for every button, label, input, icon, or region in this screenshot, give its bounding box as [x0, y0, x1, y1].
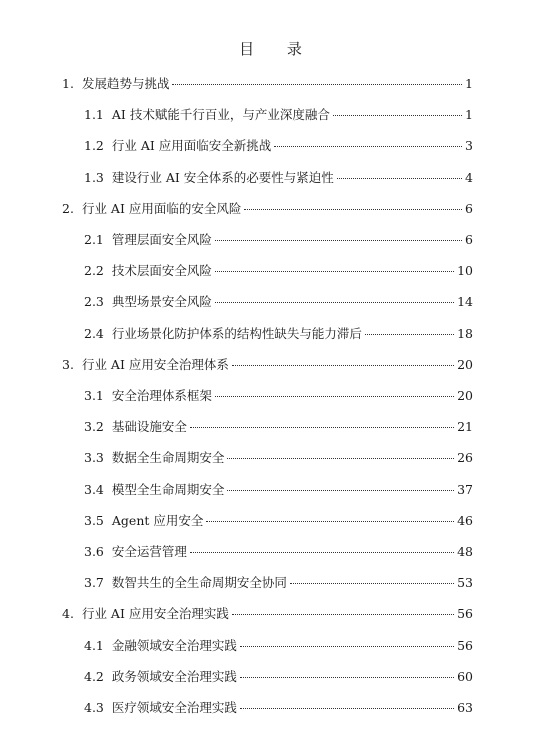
toc-leader-dots: [215, 396, 454, 397]
toc-entry-title: 基础设施安全: [111, 419, 187, 435]
toc-entry-title: 模型全生命周期安全: [111, 481, 225, 497]
toc-entry-number: 4.1: [84, 637, 104, 653]
toc-entry-number: 2.: [62, 200, 74, 216]
toc-entry-title: 安全治理体系框架: [111, 388, 212, 403]
toc-entry[interactable]: [84, 138, 473, 154]
toc-leader-dots: [232, 614, 454, 615]
toc-entry-number: 3.6: [84, 544, 104, 559]
toc-leader-dots: [215, 271, 454, 272]
toc-entry-page: 48: [457, 544, 473, 559]
toc-entry-page: 63: [457, 700, 473, 715]
toc-entry-title: 金融领域安全治理实践: [111, 637, 237, 653]
toc-entry-page: 60: [457, 668, 473, 684]
toc-entry-page: 18: [457, 325, 473, 341]
toc-entry[interactable]: [84, 513, 473, 529]
toc-entry[interactable]: [84, 669, 473, 685]
toc-leader-dots: [227, 490, 454, 491]
toc-entry-page: 56: [457, 606, 473, 622]
toc-leader-dots: [333, 115, 462, 116]
toc-entry-title: 行业 AI 应用面临安全新挑战: [111, 138, 272, 154]
toc-entry-title: 典型场景安全风险: [111, 294, 212, 310]
toc-entry-page: 37: [457, 481, 473, 497]
toc-entry-page: 26: [457, 450, 473, 466]
toc-entry-title: 管理层面安全风险: [111, 232, 212, 247]
toc-leader-dots: [274, 146, 462, 147]
toc-leader-dots: [215, 240, 462, 241]
toc-title: 目 录: [239, 40, 316, 58]
toc-entry-title: 安全运营管理: [111, 544, 187, 559]
toc-entry-number: 4.2: [84, 668, 104, 684]
toc-entry-title: 行业 AI 应用安全治理体系: [81, 356, 229, 372]
toc-entry-page: 20: [457, 388, 473, 403]
toc-entry[interactable]: [84, 263, 473, 279]
toc-entry-page: 46: [457, 512, 473, 528]
toc-entry[interactable]: [84, 419, 473, 435]
toc-leader-dots: [244, 209, 462, 210]
toc-entry-page: 56: [457, 637, 473, 653]
toc-entry-title: 行业 AI 应用面临的安全风险: [81, 200, 242, 216]
toc-entry-number: 3.5: [84, 512, 104, 528]
toc-entry-number: 2.1: [84, 232, 104, 247]
toc-entry[interactable]: [84, 388, 473, 404]
toc-entry-title: 政务领域安全治理实践: [111, 668, 237, 684]
toc-leader-dots: [240, 708, 454, 709]
toc-entry-page: 1: [465, 107, 473, 123]
toc-entry[interactable]: [84, 232, 473, 248]
toc-entry-title: 建设行业 AI 安全体系的必要性与紧迫性: [111, 169, 334, 185]
toc-leader-dots: [232, 365, 454, 366]
toc-entry-title: AI 技术赋能千行百业，与产业深度融合: [111, 107, 330, 123]
toc-entry-page: 10: [457, 263, 473, 279]
toc-entry[interactable]: [84, 544, 473, 560]
toc-leader-dots: [240, 646, 454, 647]
toc-entry-number: 3.2: [84, 419, 104, 435]
toc-entry[interactable]: [84, 170, 473, 186]
toc-entry-title: 行业场景化防护体系的结构性缺失与能力滞后: [111, 325, 362, 341]
toc-entry[interactable]: [62, 357, 473, 373]
toc-entry-number: 2.4: [84, 325, 104, 341]
toc-entry[interactable]: [84, 638, 473, 654]
toc-leader-dots: [215, 302, 454, 303]
toc-leader-dots: [337, 178, 462, 179]
toc-entry-page: 53: [457, 575, 473, 591]
toc-entry[interactable]: [62, 201, 473, 217]
toc-entry-title: 医疗领域安全治理实践: [111, 700, 237, 715]
toc-entry[interactable]: [84, 482, 473, 498]
toc-entry[interactable]: [84, 107, 473, 123]
toc-entry[interactable]: [84, 326, 473, 342]
toc-entry-page: 21: [457, 419, 473, 435]
toc-entry-title: 行业 AI 应用安全治理实践: [81, 606, 229, 622]
toc-entry-page: 20: [457, 356, 473, 372]
toc-entry-page: 14: [457, 294, 473, 310]
toc-entry-title: 数据全生命周期安全: [111, 450, 225, 466]
toc-entry-number: 4.: [62, 606, 74, 622]
toc-entry-number: 3.3: [84, 450, 104, 466]
toc-leader-dots: [206, 521, 454, 522]
toc-entry[interactable]: [84, 700, 473, 716]
toc-entry-page: 4: [465, 169, 473, 185]
toc-entry-title: Agent 应用安全: [111, 512, 204, 528]
toc-entry-page: 3: [465, 138, 473, 154]
toc-leader-dots: [227, 458, 454, 459]
toc-entry-number: 2.3: [84, 294, 104, 310]
toc-entry-number: 4.3: [84, 700, 104, 715]
toc-entry[interactable]: [84, 294, 473, 310]
toc-entry-number: 1.2: [84, 138, 104, 154]
toc-entry-number: 3.: [62, 356, 74, 372]
toc-entry-number: 1.3: [84, 169, 104, 185]
toc-entry-page: 6: [465, 232, 473, 247]
toc-entry-title: 发展趋势与挑战: [81, 76, 170, 91]
toc-entry-number: 3.7: [84, 575, 104, 591]
toc-leader-dots: [290, 583, 454, 584]
toc-entry-page: 6: [465, 200, 473, 216]
toc-leader-dots: [190, 552, 454, 553]
toc-leader-dots: [365, 334, 454, 335]
toc-entry-number: 3.4: [84, 481, 104, 497]
toc-entry-number: 3.1: [84, 388, 104, 403]
toc-entry[interactable]: [62, 606, 473, 622]
toc-entry[interactable]: [62, 76, 473, 92]
toc-entry-page: 1: [465, 76, 473, 91]
toc-leader-dots: [240, 677, 454, 678]
toc-leader-dots: [190, 427, 454, 428]
toc-entry-number: 1.: [62, 76, 74, 91]
toc-entry-number: 2.2: [84, 263, 104, 279]
toc-entry-number: 1.1: [84, 107, 104, 123]
toc-entry[interactable]: [84, 450, 473, 466]
toc-leader-dots: [172, 84, 462, 85]
toc-entry-title: 数智共生的全生命周期安全协同: [111, 575, 287, 591]
toc-entry-title: 技术层面安全风险: [111, 263, 212, 279]
toc-entry[interactable]: [84, 575, 473, 591]
